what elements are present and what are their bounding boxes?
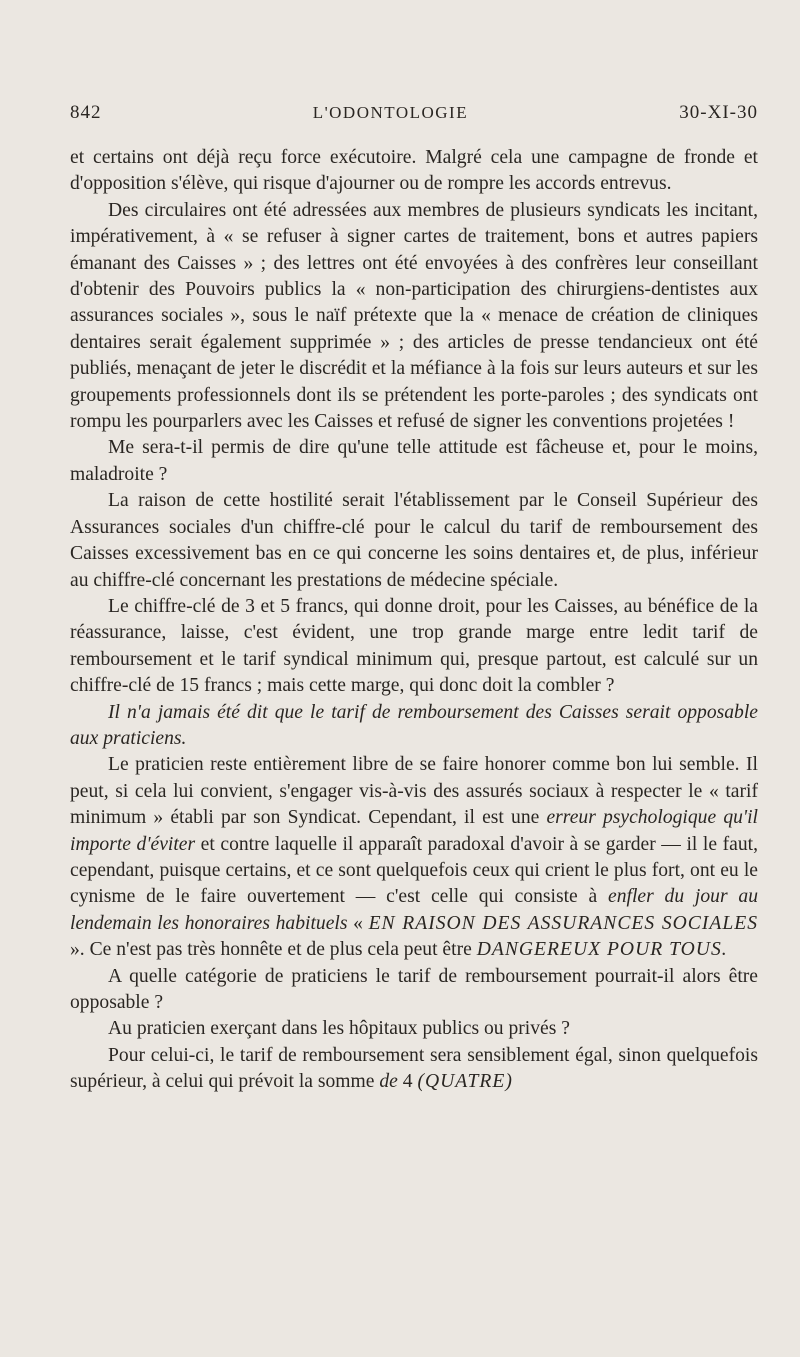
paragraph-2: Des circulaires ont été adressées aux membres de plusieurs syndicats les incitant, impérativement, à « se refuser à signer cartes de traitement, bons et autres papiers émanant des Caisses » ; des lettres ont été envoyées à des confrères leur conseillant d'obtenir des Pouvoirs publics la « non-participation des chirurgiens-dentistes aux assurances sociales », sous le naïf prétexte que la « menace de création de cliniques dentaires serait également supprimée » ; des articles de presse tendancieux ont été publiés, menaçant de jeter le discrédit et la méfiance à la fois sur leurs auteurs et sur les groupements professionnels dont ils se prétendent les porte-paroles ; des syndicats ont rompu les pourparlers avec les Caisses et refusé de signer les conventions projetées ! xyxy=(70,199,758,433)
page-number: 842 xyxy=(70,102,102,123)
article-body xyxy=(70,145,758,1096)
p7-emphasis-a: erreur psychologique qu'il importe d'éviter xyxy=(70,807,758,855)
p7-quote-open: « xyxy=(347,912,369,934)
paragraph-8: A quelle catégorie de praticiens le tarif de remboursement pourrait-il alors être opposable ? xyxy=(70,965,758,1013)
journal-title: L'ODONTOLOGIE xyxy=(312,103,469,122)
paragraph-5: Le chiffre-clé de 3 et 5 francs, qui donne droit, pour les Caisses, au bénéfice de la réassurance, laisse, c'est évident, une trop grande marge entre ledit tarif de remboursement et le tarif syndical minimum qui, presque partout, est calculé sur un chiffre-clé de 15 francs ; mais cette marge, qui donc doit la combler ? xyxy=(70,595,758,697)
paragraph-4: La raison de cette hostilité serait l'établissement par le Conseil Supérieur des Assurances sociales d'un chiffre-clé pour le calcul du tarif de remboursement des Caisses excessivement bas en ce qui concerne les soins dentaires et, de plus, inférieur au chiffre-clé concernant les prestations de médecine spéciale. xyxy=(70,490,758,591)
p7-caps-b: DANGEREUX POUR TOUS. xyxy=(476,939,728,961)
paragraph-9: Au praticien exerçant dans les hôpitaux publics ou privés ? xyxy=(108,1018,570,1040)
issue-date: 30-XI-30 xyxy=(679,102,758,123)
p10-number: 4 xyxy=(397,1071,418,1093)
p10-italic-de: de xyxy=(379,1071,398,1093)
running-header xyxy=(70,102,758,124)
paragraph-6-italic: Il n'a jamais été dit que le tarif de remboursement des Caisses serait opposable aux praticiens. xyxy=(70,701,758,749)
p7-text-a: Le praticien reste entièrement libre de se faire honorer comme bon lui semble. Il peut, si cela lui convient, s'engager vis-à-vis des assurés sociaux à respecter le « tarif minimum » établi par son Syndicat. Cependant, il est une xyxy=(70,754,758,829)
paragraph-7 xyxy=(70,752,758,963)
paragraph-1: et certains ont déjà reçu force exécutoire. Malgré cela une campagne de fronde et d'opposition s'élève, qui risque d'ajourner ou de rompre les accords entrevus. xyxy=(70,147,758,195)
paragraph-10 xyxy=(70,1043,758,1096)
p10-text-a: Pour celui-ci, le tarif de remboursement sera sensiblement égal, sinon quelquefois supérieur, à celui qui prévoit la somme xyxy=(70,1044,758,1093)
p7-text-b: et contre laquelle il apparaît paradoxal d'avoir à se garder — il le faut, cependant, puisque certains, et ce sont quelquefois ceux qui crient le plus fort, ont eu le cynisme de le faire ouvertement — c'est celle qui consiste à xyxy=(70,833,758,908)
p7-caps-a: EN RAISON DES ASSURANCES SOCIALES xyxy=(368,912,758,934)
paragraph-3: Me sera-t-il permis de dire qu'une telle attitude est fâcheuse et, pour le moins, maladroite ? xyxy=(70,437,758,485)
p10-caps: (QUATRE) xyxy=(417,1071,513,1093)
p7-text-c: ». Ce n'est pas très honnête et de plus cela peut être xyxy=(70,939,477,961)
p7-emphasis-b: enfler du jour au lendemain les honoraires habituels xyxy=(70,886,758,934)
